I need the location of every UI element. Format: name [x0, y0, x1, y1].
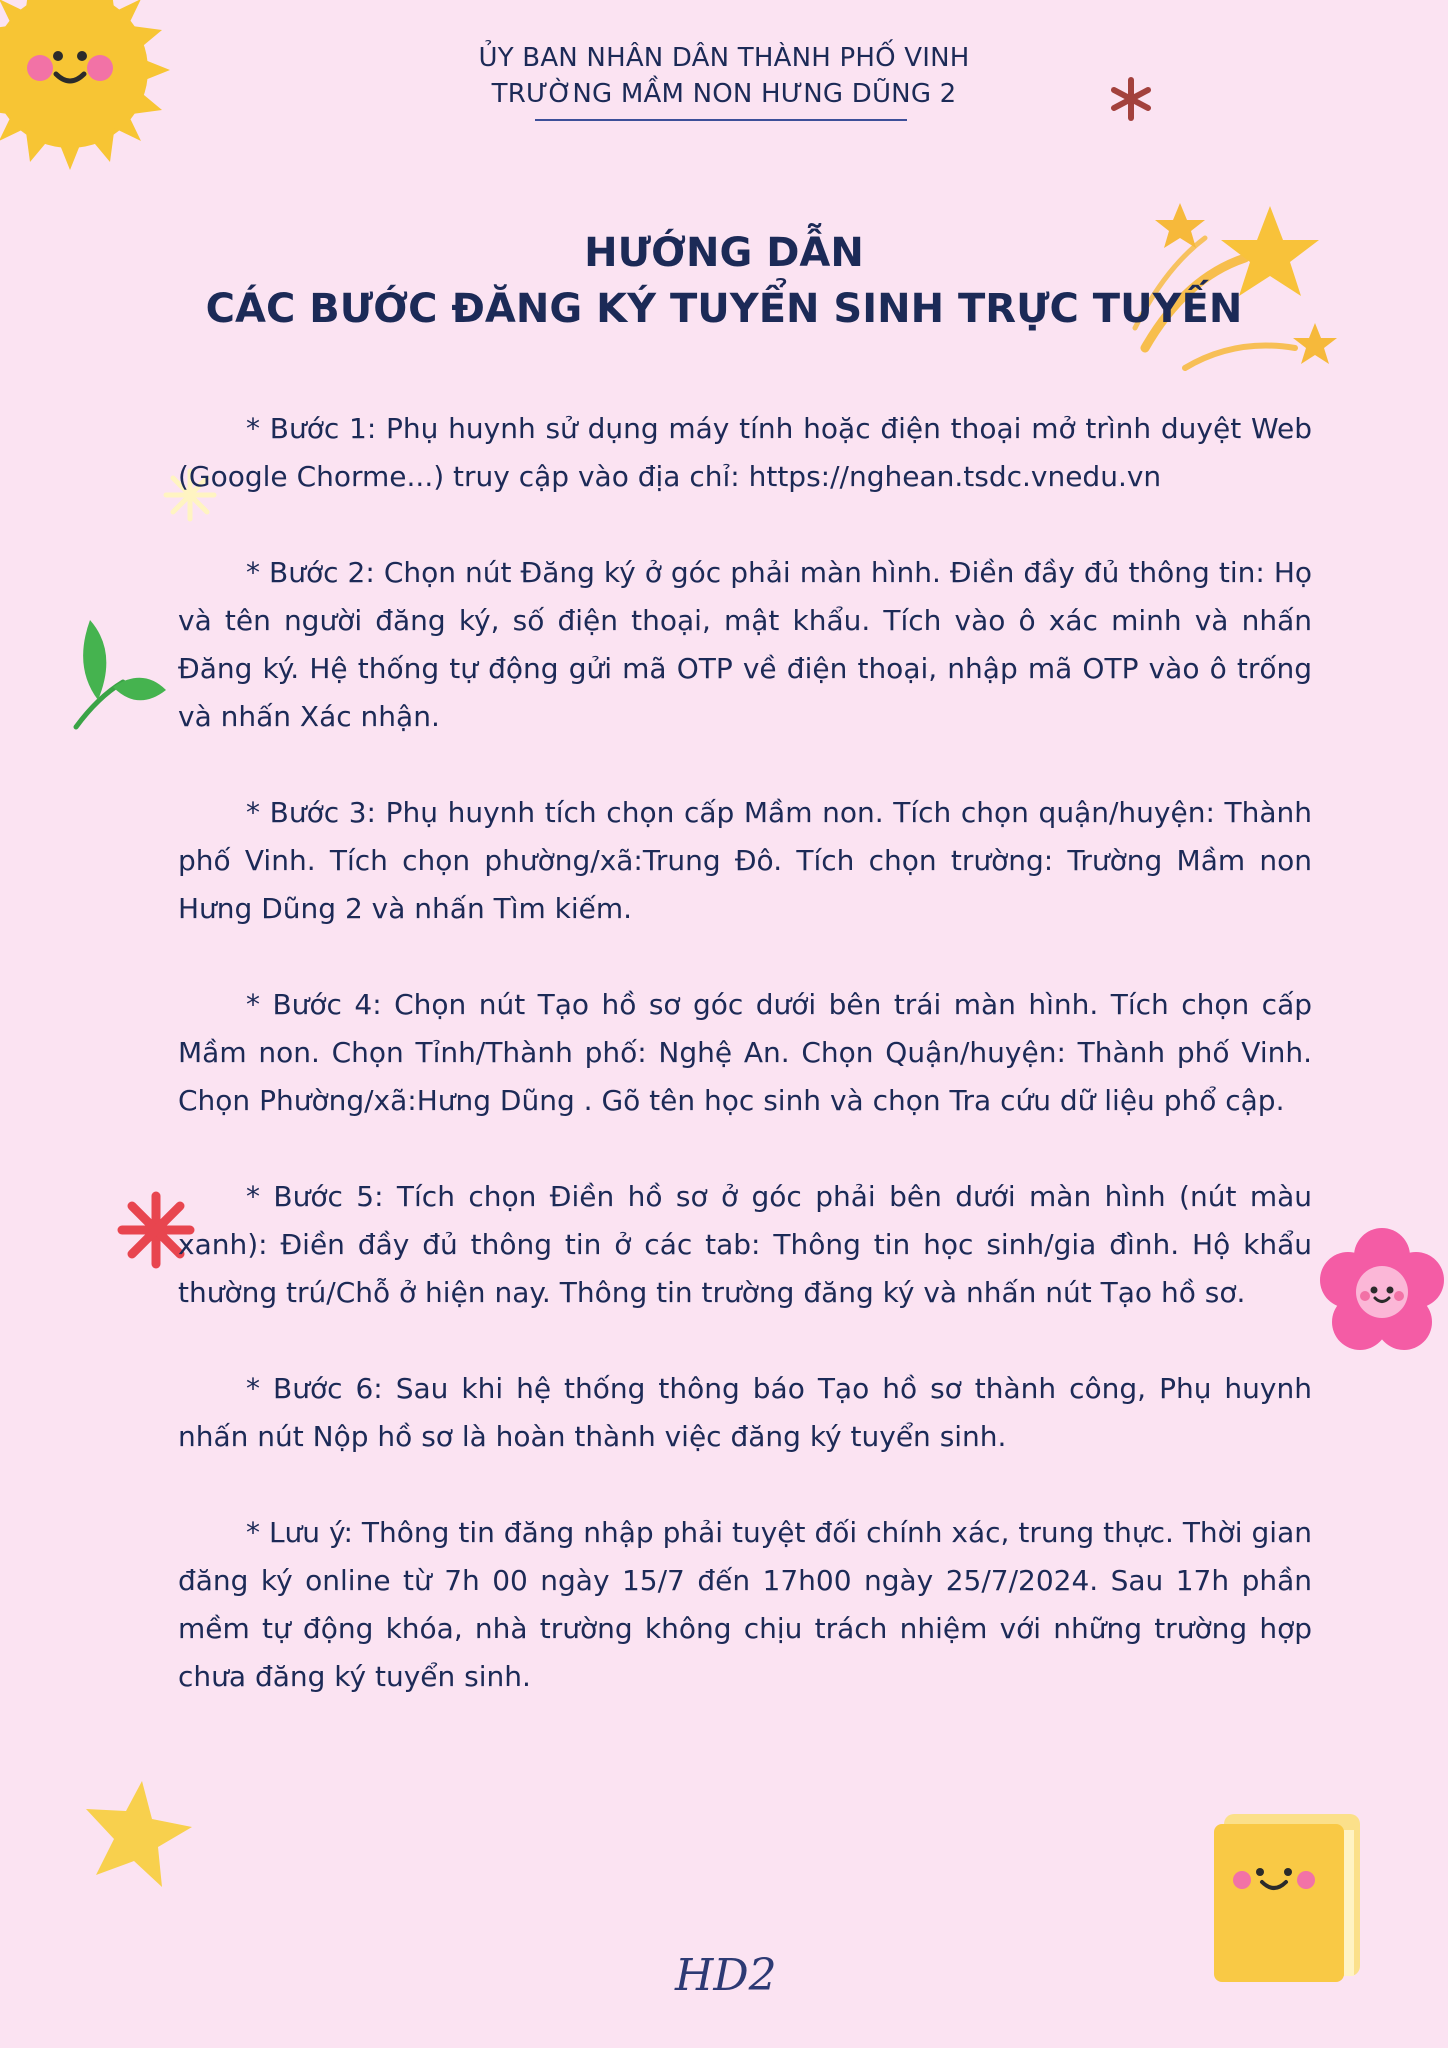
leaf-sprig-icon [68, 612, 168, 732]
title-line-1: HƯỚNG DẪN [584, 230, 864, 276]
note: * Lưu ý: Thông tin đăng nhập phải tuyệt đối chính xác, trung thực. Thời gian đăng ký online từ 7h 00 ngày 15/7 đến 17h00 ngày 25/7/2024. Sau 17h phần mềm tự động khóa, nhà trường không chịu trách nhiệm với những trường hợp chưa đăng ký tuyển sinh. [178, 1516, 1312, 1693]
star-icon [78, 1775, 198, 1895]
header-school: TRƯỜNG MẦM NON HƯNG DŨNG 2 [491, 79, 957, 109]
header-divider [535, 119, 907, 121]
step-3: * Bước 3: Phụ huynh tích chọn cấp Mầm non. Tích chọn quận/huyện: Thành phố Vinh. Tích chọn phường/xã:Trung Đô. Tích chọn trường: Trường Mầm non Hưng Dũng 2 và nhấn Tìm kiếm. [178, 796, 1312, 925]
signature-logo: HD2 [675, 1950, 777, 2001]
step-5: * Bước 5: Tích chọn Điền hồ sơ ở góc phải bên dưới màn hình (nút màu xanh): Điền đầy đủ thông tin ở các tab: Thông tin học sinh/gia đình. Hộ khẩu thường trú/Chỗ ở hiện nay. Thông tin trường đăng ký và nhấn nút Tạo hồ sơ. [178, 1180, 1312, 1309]
smiling-book-icon [1210, 1810, 1370, 1985]
step-2: * Bước 2: Chọn nút Đăng ký ở góc phải màn hình. Điền đầy đủ thông tin: Họ và tên người đăng ký, số điện thoại, mật khẩu. Tích vào ô xác minh và nhấn Đăng ký. Hệ thống tự động gửi mã OTP về điện thoại, nhập mã OTP vào ô trống và nhấn Xác nhận. [178, 556, 1312, 733]
header [0, 40, 1448, 112]
steps-list [178, 405, 1312, 1749]
title-line-2: CÁC BƯỚC ĐĂNG KÝ TUYỂN SINH TRỰC TUYẾN [205, 286, 1243, 332]
step-6: * Bước 6: Sau khi hệ thống thông báo Tạo hồ sơ thành công, Phụ huynh nhấn nút Nộp hồ sơ là hoàn thành việc đăng ký tuyển sinh. [178, 1372, 1312, 1453]
step-4: * Bước 4: Chọn nút Tạo hồ sơ góc dưới bên trái màn hình. Tích chọn cấp Mầm non. Chọn Tỉnh/Thành phố: Nghệ An. Chọn Quận/huyện: Thành phố Vinh. Chọn Phường/xã:Hưng Dũng . Gõ tên học sinh và chọn Tra cứu dữ liệu phổ cập. [178, 988, 1312, 1117]
step-1: * Bước 1: Phụ huynh sử dụng máy tính hoặc điện thoại mở trình duyệt Web (Google Chorme...) truy cập vào địa chỉ: https://nghean.tsdc.vnedu.vn [178, 412, 1312, 493]
header-authority: ỦY BAN NHÂN DÂN THÀNH PHỐ VINH [478, 43, 970, 73]
smiling-flower-icon [1320, 1228, 1445, 1353]
page-title [0, 225, 1448, 337]
